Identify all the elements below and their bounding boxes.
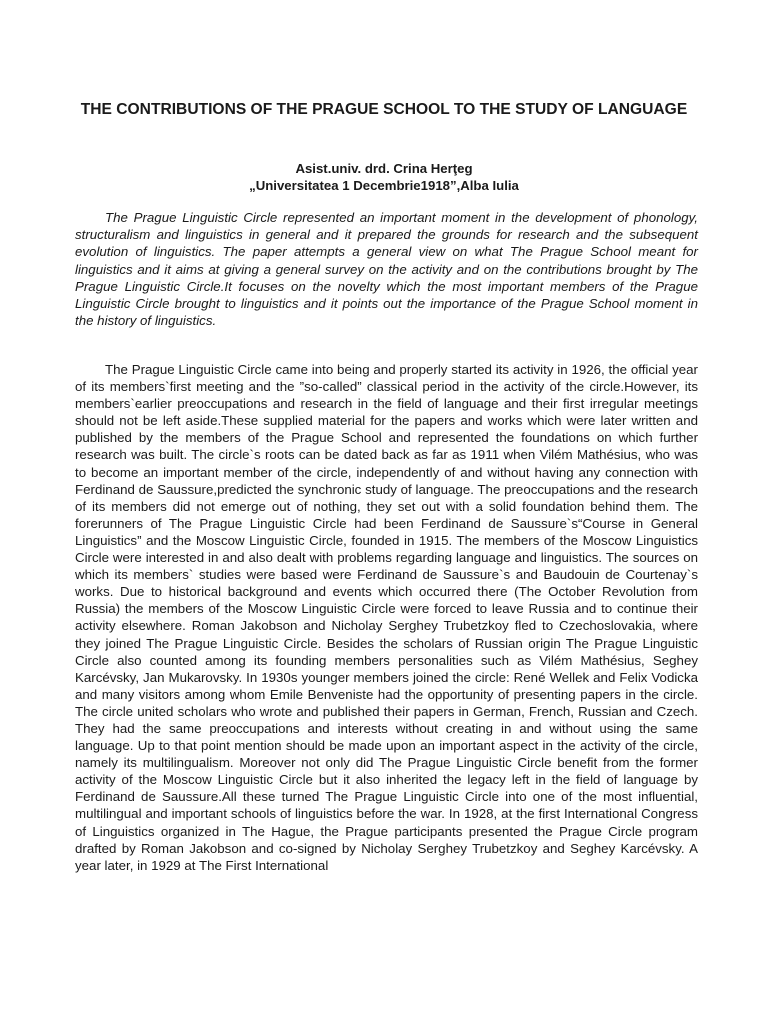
author-name: Asist.univ. drd. Crina Herţeg (295, 161, 473, 176)
body-paragraph: The Prague Linguistic Circle came into being and properly started its activity in 1926, the official year of its members`first meeting and the ”so-called” classical period in the activity of the circle.However, its members`earlier preoccupations and research in the field of language and their first irregular meetings should not be left aside.These supplied material for the papers and works which were later written and published by the members of the Prague School and represented the foundations on which further research was built. The circle`s roots can be dated back as far as 1911 when Vilém Mathésius, who was to become an important member of the circle, independently of and without having any connection with Ferdinand de Saussure,predicted the synchronic study of language. The preoccupations and the research of its members did not emerge out of nothing, they set out with a solid foundation behind them. The forerunners of The Prague Linguistic Circle had been Ferdinand de Saussure`s“Course in General Linguistics” and the Moscow Linguistic Circle, founded in 1915. The members of the Moscow Linguistics Circle were interested in and also dealt with problems regarding language and linguistics. The sources on which its members` studies were based were Ferdinand de Saussure`s and Baudouin de Courtenay`s works. Due to historical background and events which occurred there (The October Revolution from Russia) the members of the Moscow Linguistic Circle were forced to leave Russia and to continue their activity elsewhere. Roman Jakobson and Nicholay Serghey Trubetzkoy fled to Czechoslovakia, where they joined The Prague Linguistic Circle. Besides the scholars of Russian origin The Prague Linguistic Circle also counted among its founding members personalities such as Vilém Mathésius, Seghey Karcévsky, Jan Mukarovsky. In 1930s younger members joined the circle: René Wellek and Felix Vodicka and many visitors among whom Emile Benveniste had the opportunity of presenting papers in the circle. The circle united scholars who wrote and published their papers in German, French, Russian and Czech. They had the same preoccupations and interests without creating in and without using the same language. Up to that point mention should be made upon an important aspect in the activity of the circle, namely its multilingualism. Moreover not only did The Prague Linguistic Circle benefit from the former activity of the Moscow Linguistic Circle but it also inherited the legacy left in the field of language by Ferdinand de Saussure.All these turned The Prague Linguistic Circle into one of the most influential, multilingual and important schools of linguistics before the war. In 1928, at the first International Congress of Linguistics organized in The Hague, the Prague participants presented the Prague Circle program drafted by Roman Jakobson and co-signed by Nicholay Serghey Trubetzkoy and Seghey Karcévsky. A year later, in 1929 at The First International (75, 362, 698, 873)
author-affiliation: „Universitatea 1 Decembrie1918”,Alba Iulia (249, 178, 519, 193)
document-title: THE CONTRIBUTIONS OF THE PRAGUE SCHOOL TO THE STUDY OF LANGUAGE (80, 101, 688, 118)
abstract-paragraph: The Prague Linguistic Circle represented an important moment in the development of phonology, structuralism and linguistics in general and it prepared the grounds for research and the subsequent evolution of linguistics. The paper attempts a general view on what The Prague School meant for linguistics and it aims at giving a general survey on the activity and on the contributions brought by The Prague Linguistic Circle.It focuses on the novelty which the most important members of the Prague Linguistic Circle brought to linguistics and it points out the importance of the Prague School moment in the history of linguistics. (75, 210, 698, 329)
